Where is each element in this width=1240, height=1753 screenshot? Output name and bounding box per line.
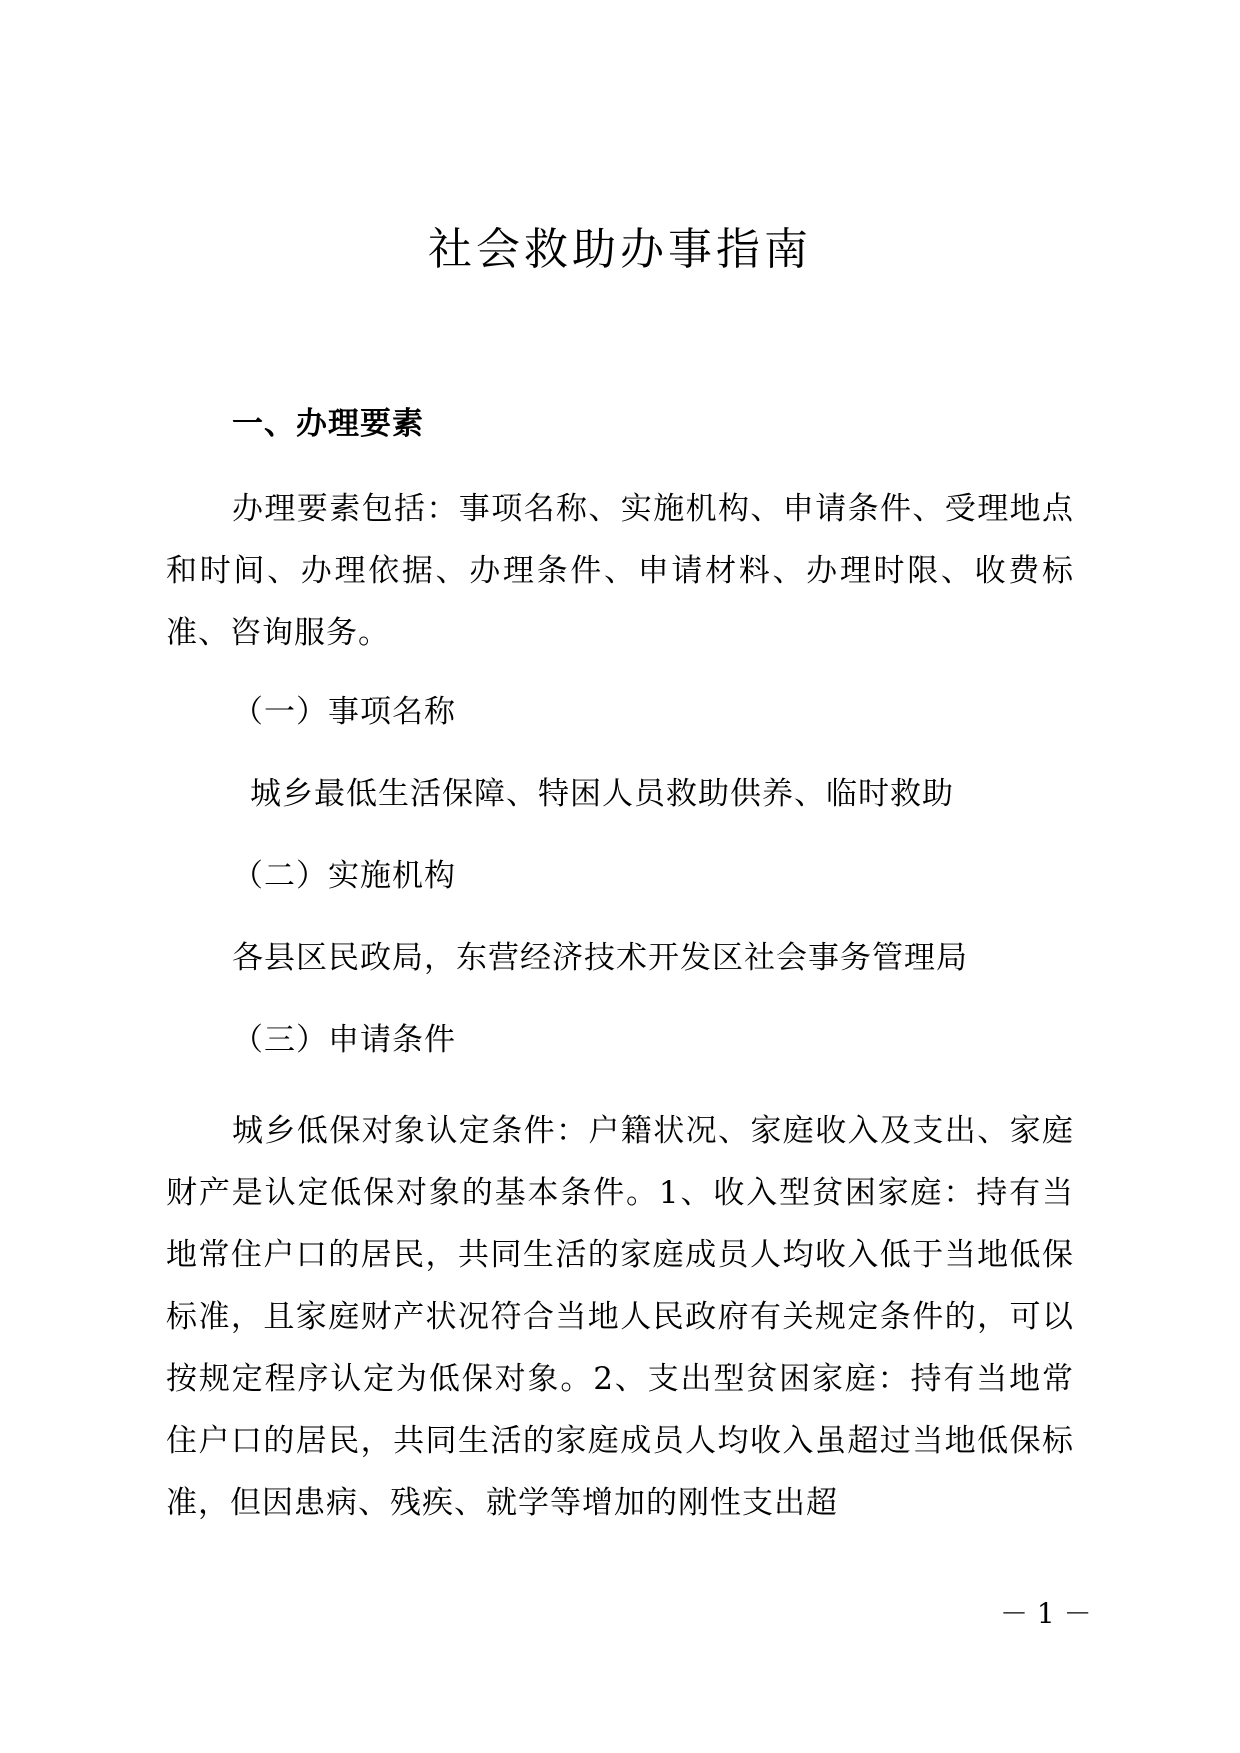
application-conditions-paragraph: 城乡低保对象认定条件：户籍状况、家庭收入及支出、家庭财产是认定低保对象的基本条件。1、收入型贫困家庭：持有当地常住户口的居民，共同生活的家庭成员人均收入低于当地低保标准，且家庭财产状况符合当地人民政府有关规定条件的，可以按规定程序认定为低保对象。2、支出型贫困家庭：持有当地常住户口的居民，共同生活的家庭成员人均收入虽超过当地低保标准，但因患病、残疾、就学等增加的刚性支出超	[166, 1113, 1074, 1521]
document-title: 社会救助办事指南	[428, 224, 812, 275]
item-name-content: 城乡最低生活保障、特困人员救助供养、临时救助	[250, 776, 954, 812]
page-number: － 1 －	[1000, 1597, 1092, 1630]
subheading-application-conditions: （三）申请条件	[232, 1022, 456, 1058]
implementing-agency-content: 各县区民政局，东营经济技术开发区社会事务管理局	[232, 940, 968, 976]
subheading-implementing-agency: （二）实施机构	[232, 858, 456, 894]
subheading-item-name: （一）事项名称	[232, 694, 456, 730]
intro-paragraph: 办理要素包括：事项名称、实施机构、申请条件、受理地点和时间、办理依据、办理条件、申请材料、办理时限、收费标准、咨询服务。	[166, 491, 1074, 651]
section-heading-handling-elements: 一、办理要素	[232, 406, 424, 442]
